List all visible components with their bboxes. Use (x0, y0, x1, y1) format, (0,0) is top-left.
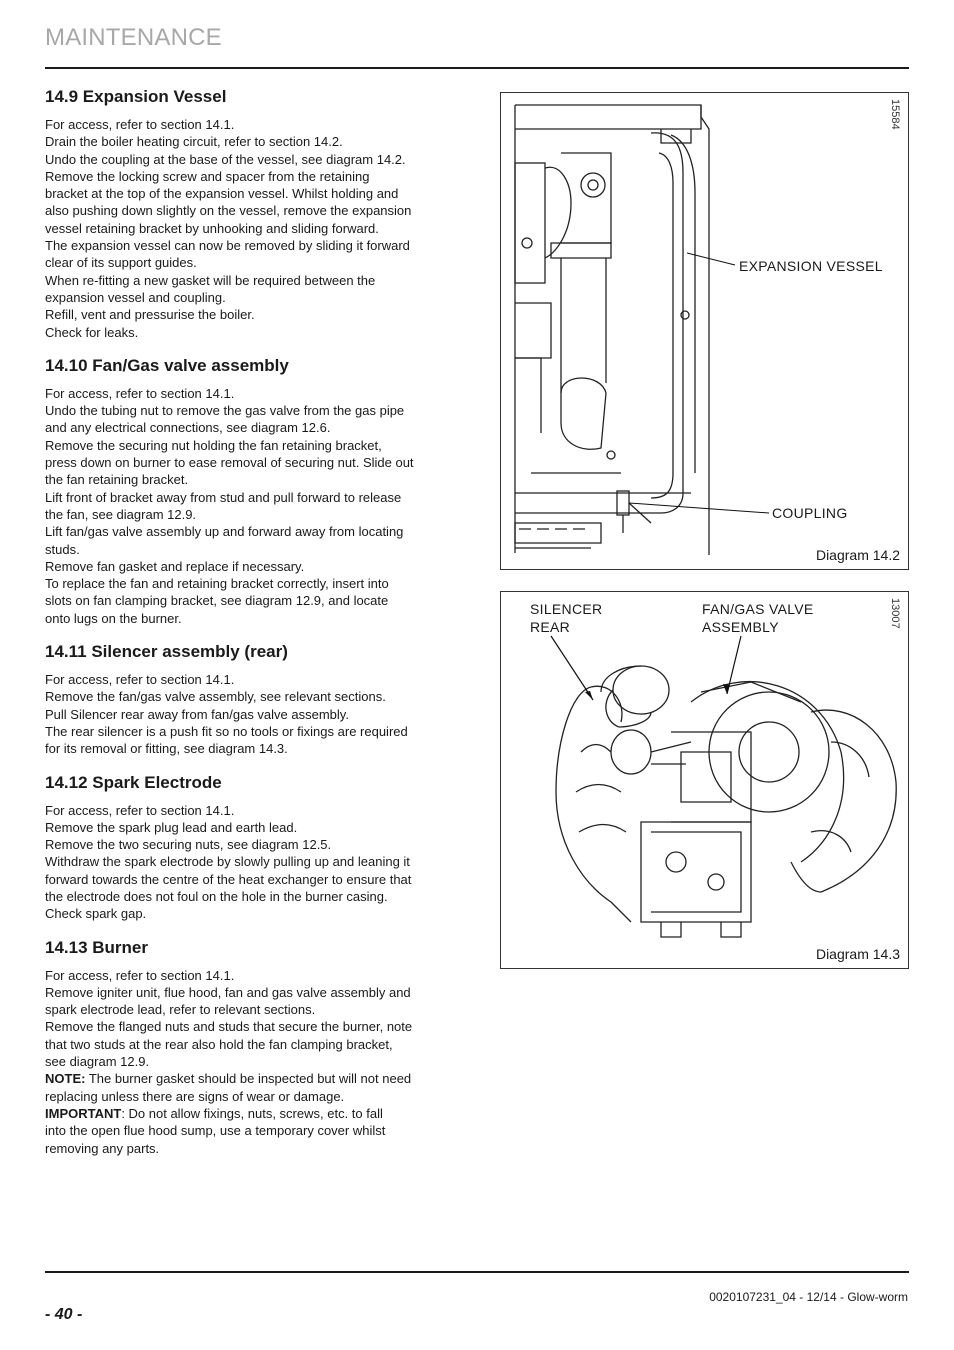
body-line: the fan retaining bracket. (45, 472, 189, 488)
diagram-14-2-caption: Diagram 14.2 (815, 547, 900, 563)
body-line: Lift fan/gas valve assembly up and forward away from locating (45, 524, 404, 540)
body-line: Remove fan gasket and replace if necessary. (45, 558, 305, 574)
note-line (45, 1070, 460, 1087)
text-column (45, 86, 460, 1171)
body-line: Pull Silencer rear away from fan/gas valve assembly. (45, 706, 349, 722)
footer-rule (45, 1271, 909, 1273)
note-text: The burner gasket should be inspected but will not need (85, 1071, 412, 1087)
body-line: Remove the two securing nuts, see diagram 12.5. (45, 837, 332, 853)
diagram-14-3-number: 13007 (889, 598, 901, 629)
label-fan-valve-line1: FAN/GAS VALVE (702, 601, 814, 617)
body-line: also pushing down slightly on the vessel, remove the expansion (45, 203, 412, 219)
important-text: : Do not allow fixings, nuts, screws, etc. to fall (121, 1105, 383, 1121)
body-line: slots on fan clamping bracket, see diagram 12.9, and locate (45, 593, 389, 609)
body-line: bracket at the top of the expansion vessel. Whilst holding and (45, 186, 399, 202)
expansion-vessel-illustration (501, 93, 908, 569)
body-line: Remove the securing nut holding the fan retaining bracket, (45, 437, 382, 453)
body-line: clear of its support guides. (45, 255, 197, 271)
body-line: Remove the flanged nuts and studs that secure the burner, note (45, 1019, 413, 1035)
body-line: Remove the locking screw and spacer from the retaining (45, 168, 370, 184)
body-line: and any electrical connections, see diagram 12.6. (45, 420, 331, 436)
section (45, 641, 460, 757)
section-heading: 14.9 Expansion Vessel (45, 87, 227, 106)
important-text: removing any parts. (45, 1140, 160, 1156)
section-heading: 14.10 Fan/Gas valve assembly (45, 355, 289, 375)
body-line: The rear silencer is a push fit so no tools or fixings are required (45, 723, 408, 739)
section (45, 86, 460, 341)
diagram-14-3 (500, 591, 909, 969)
body-line: For access, refer to section 14.1. (45, 117, 235, 132)
section-heading: 14.12 Spark Electrode (45, 772, 222, 792)
header-rule (45, 67, 909, 69)
body-line: for its removal or fitting, see diagram 14.3. (45, 741, 288, 757)
body-line: Lift front of bracket away from stud and pull forward to release (45, 489, 402, 505)
section-heading: 14.11 Silencer assembly (rear) (45, 642, 288, 662)
body-line: forward towards the centre of the heat exchanger to ensure that (45, 871, 412, 887)
body-line: press down on burner to ease removal of securing nut. Slide out (45, 455, 414, 471)
section (45, 937, 460, 1157)
label-expansion-vessel: EXPANSION VESSEL (739, 258, 883, 274)
important-label: IMPORTANT (45, 1105, 122, 1121)
label-coupling: COUPLING (772, 505, 848, 521)
important-line (45, 1140, 460, 1157)
body-line: Withdraw the spark electrode by slowly pulling up and leaning it (45, 854, 410, 870)
body-line: Remove the fan/gas valve assembly, see relevant sections. (45, 689, 386, 705)
body-line: expansion vessel and coupling. (45, 289, 226, 305)
body-line: The expansion vessel can now be removed by sliding it forward (45, 238, 410, 254)
body-line: the electrode does not foul on the hole in the burner casing. (45, 888, 388, 904)
important-text: into the open flue hood sump, use a temporary cover whilst (45, 1123, 386, 1139)
diagram-14-3-caption: Diagram 14.3 (815, 946, 900, 962)
body-line: Undo the coupling at the base of the vessel, see diagram 14.2. (45, 151, 406, 167)
label-silencer-line2: REAR (530, 619, 571, 635)
body-line: To replace the fan and retaining bracket correctly, insert into (45, 576, 389, 592)
section (45, 772, 460, 923)
body-line: that two studs at the rear also hold the fan clamping bracket, (45, 1036, 393, 1052)
body-line: When re-fitting a new gasket will be required between the (45, 272, 376, 288)
body-line: studs. (45, 541, 80, 557)
body-line: Check for leaks. (45, 324, 139, 340)
body-line: see diagram 12.9. (45, 1054, 150, 1070)
important-line (45, 1105, 460, 1122)
body-line: Drain the boiler heating circuit, refer to section 14.2. (45, 134, 343, 150)
label-fan-valve-line2: ASSEMBLY (702, 619, 779, 635)
body-line: Check spark gap. (45, 906, 147, 922)
section (45, 355, 460, 627)
body-line: Remove the spark plug lead and earth lead. (45, 819, 298, 835)
note-label: NOTE: (45, 1071, 86, 1087)
silencer-fan-illustration (501, 592, 908, 968)
body-line: Refill, vent and pressurise the boiler. (45, 307, 255, 323)
note-line (45, 1088, 460, 1105)
diagram-14-2-number: 15584 (889, 99, 901, 130)
important-line (45, 1122, 460, 1139)
body-line: Remove igniter unit, flue hood, fan and gas valve assembly and (45, 984, 411, 1000)
page-header-title: MAINTENANCE (45, 24, 222, 51)
note-text: replacing unless there are signs of wear or damage. (45, 1088, 345, 1104)
document-reference: 0020107231_04 - 12/14 - Glow-worm (709, 1290, 908, 1304)
label-silencer-line1: SILENCER (530, 601, 603, 617)
body-line: For access, refer to section 14.1. (45, 802, 235, 818)
body-line: onto lugs on the burner. (45, 610, 182, 626)
body-line: For access, refer to section 14.1. (45, 672, 235, 688)
body-line: Undo the tubing nut to remove the gas valve from the gas pipe (45, 403, 405, 419)
body-line: For access, refer to section 14.1. (45, 385, 235, 401)
body-line: vessel retaining bracket by unhooking and sliding forward. (45, 220, 379, 236)
diagram-14-2 (500, 92, 909, 570)
body-line: the fan, see diagram 12.9. (45, 506, 197, 522)
body-line: For access, refer to section 14.1. (45, 967, 235, 983)
section-heading: 14.13 Burner (45, 937, 148, 957)
page-number: - 40 - (45, 1306, 83, 1323)
body-line: spark electrode lead, refer to relevant sections. (45, 1002, 316, 1018)
